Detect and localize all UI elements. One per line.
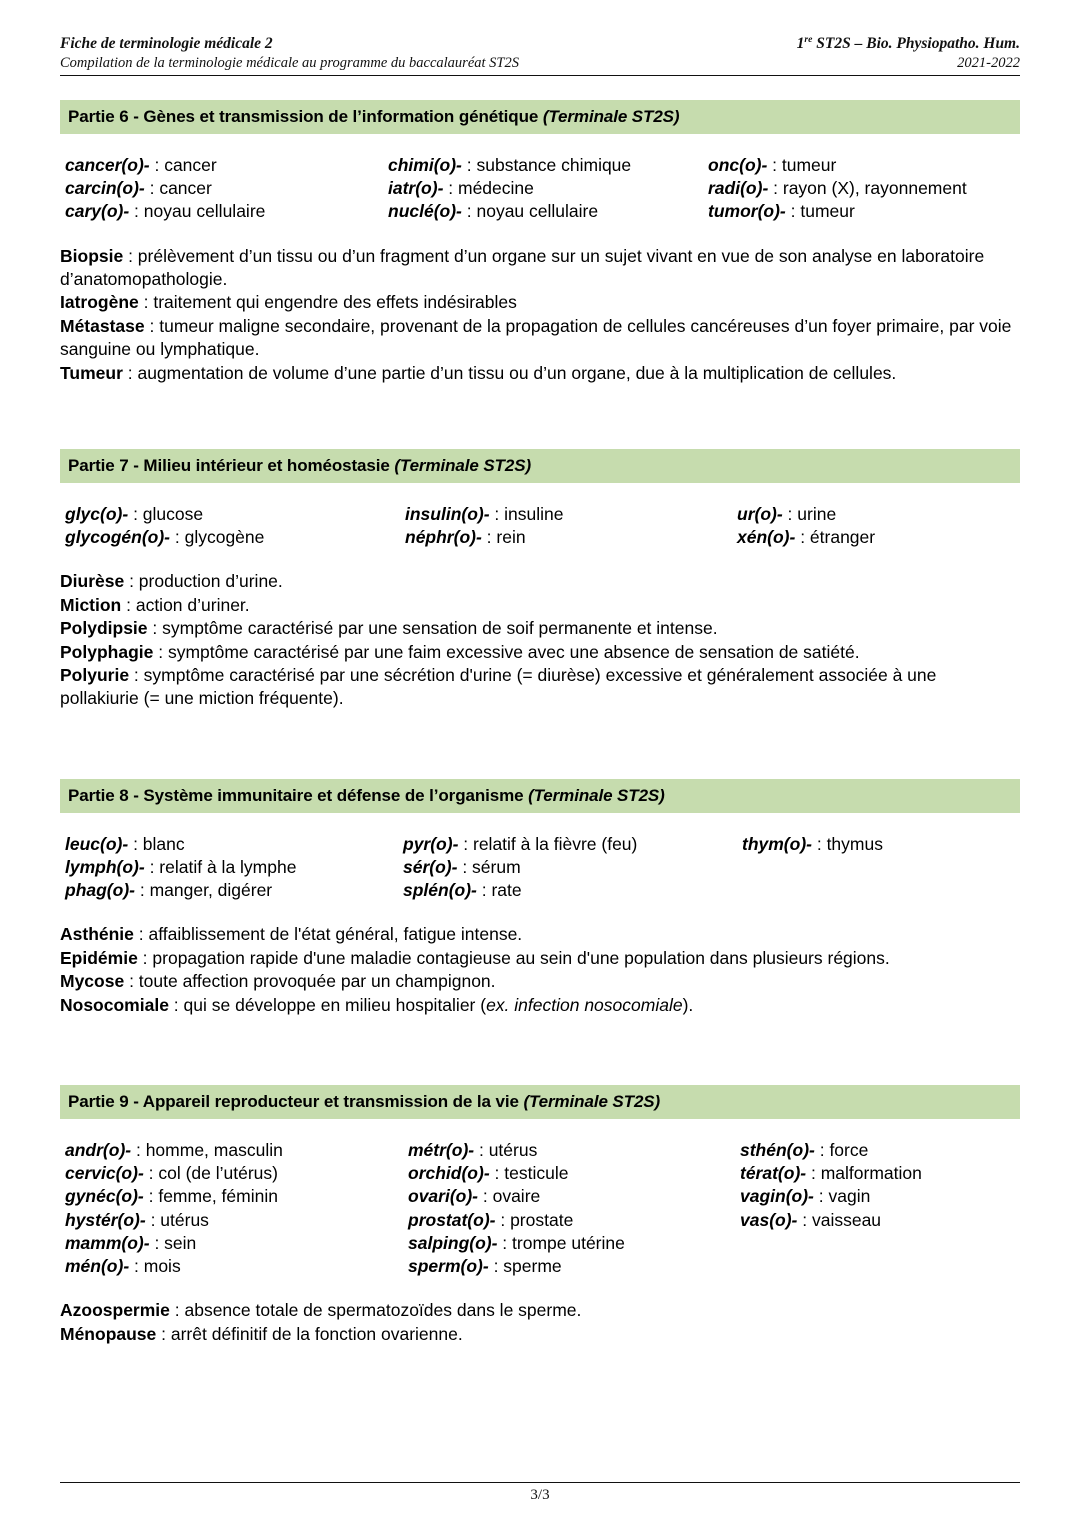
root-meaning: : glucose <box>128 504 204 525</box>
root-meaning: : cancer <box>144 178 212 199</box>
root-meaning: : rate <box>476 880 522 901</box>
root-meaning: : utérus <box>474 1140 538 1161</box>
section-heading-title: Partie 7 - Milieu intérieur et homéostasie <box>68 456 395 476</box>
definition-term: Polyurie <box>60 665 130 686</box>
root-meaning: : relatif à la lymphe <box>144 857 297 878</box>
definition-list-partie-7 <box>60 570 1018 710</box>
root-term: orchid(o)- <box>408 1163 490 1184</box>
definition-item <box>60 291 1018 314</box>
root-term: leuc(o)- <box>65 833 129 854</box>
section-heading-level: (Terminale ST2S) <box>394 456 532 476</box>
root-entry <box>740 1209 922 1232</box>
definition-term: Mycose <box>60 971 125 992</box>
root-meaning: : noyau cellulaire <box>129 201 266 222</box>
root-entry <box>65 526 264 549</box>
root-entry <box>408 1185 625 1208</box>
root-entry <box>408 1209 625 1232</box>
root-term: sperm(o)- <box>408 1256 489 1277</box>
root-meaning: : blanc <box>128 833 185 854</box>
root-term: glycogén(o)- <box>65 527 170 548</box>
definition-text: : symptôme caractérisé par une sensation de soif permanente et intense. <box>147 618 718 639</box>
root-term: splén(o)- <box>403 880 477 901</box>
definition-term: Asthénie <box>60 924 134 945</box>
section-heading-title: Partie 6 - Gènes et transmission de l’information génétique <box>68 107 543 126</box>
root-entry <box>65 1139 283 1162</box>
root-entry <box>405 526 564 549</box>
root-term: vagin(o)- <box>740 1186 814 1207</box>
definition-item <box>60 1299 1018 1322</box>
root-meaning: : noyau cellulaire <box>461 201 599 222</box>
root-term: cary(o)- <box>65 201 130 222</box>
root-term: hystér(o)- <box>65 1209 146 1230</box>
root-term: nuclé(o)- <box>388 201 462 222</box>
definition-example: ex. infection nosocomiale <box>486 994 683 1015</box>
root-list-partie-8 <box>60 833 1020 903</box>
root-meaning: : mois <box>129 1256 181 1277</box>
root-column-1 <box>65 503 264 549</box>
root-list-partie-9 <box>60 1139 1020 1278</box>
root-meaning: : femme, féminin <box>143 1186 278 1207</box>
section-heading-title: Partie 8 - Système immunitaire et défense de l’organisme <box>68 785 529 805</box>
root-meaning: : relatif à la fièvre (feu) <box>458 833 638 854</box>
section-partie-6 <box>60 100 1020 385</box>
root-entry <box>408 1232 625 1255</box>
root-entry <box>65 1185 283 1208</box>
root-meaning: : col (de l’utérus) <box>143 1163 278 1184</box>
definition-text: : action d’uriner. <box>121 594 250 615</box>
definition-item <box>60 617 1018 640</box>
root-meaning: : substance chimique <box>461 155 632 175</box>
definition-term: Ménopause <box>60 1323 157 1344</box>
section-partie-9 <box>60 1085 1020 1346</box>
definition-term: Diurèse <box>60 571 125 592</box>
definition-item <box>60 994 1018 1017</box>
section-heading-level: (Terminale ST2S) <box>528 785 665 805</box>
root-column-1 <box>65 154 265 224</box>
root-meaning: : force <box>814 1140 869 1161</box>
definition-text: : arrêt définitif de la fonction ovarienne. <box>156 1323 463 1344</box>
definition-item <box>60 970 1018 993</box>
root-term: métr(o)- <box>408 1140 475 1161</box>
header-course-prefix: 1 <box>796 35 805 52</box>
section-heading-level: (Terminale ST2S) <box>542 107 680 126</box>
root-entry <box>65 200 265 223</box>
root-meaning: : ovaire <box>478 1186 541 1207</box>
root-meaning: : cancer <box>149 155 217 175</box>
header-subtitle-left: Compilation de la terminologie médicale au programme du baccalauréat ST2S <box>60 54 519 71</box>
root-column-3 <box>708 154 967 224</box>
root-meaning: : prostate <box>495 1209 574 1230</box>
root-entry <box>65 879 296 902</box>
definition-item <box>60 664 1018 711</box>
definition-text: : absence totale de spermatozoïdes dans le sperme. <box>169 1300 582 1321</box>
root-term: pyr(o)- <box>403 833 459 854</box>
definition-term: Métastase <box>60 315 145 336</box>
root-term: ovari(o)- <box>408 1186 478 1207</box>
definition-text: : traitement qui engendre des effets indésirables <box>138 292 517 313</box>
definition-text: : qui se développe en milieu hospitalier ( <box>168 994 487 1015</box>
definition-item <box>60 594 1018 617</box>
definition-text: : toute affection provoquée par un champignon. <box>124 971 496 992</box>
definition-term: Polydipsie <box>60 618 148 639</box>
root-entry <box>408 1162 625 1185</box>
definition-text: : symptôme caractérisé par une sécrétion d'urine (= diurèse) excessive et généralement associée à une pollakiurie (= une miction fréquente). <box>60 665 937 709</box>
definition-list-partie-8 <box>60 923 1018 1017</box>
root-entry <box>740 1185 922 1208</box>
root-meaning: : urine <box>782 504 837 525</box>
header-rule <box>60 75 1020 76</box>
header-title-right <box>797 34 1020 54</box>
sections-container <box>60 100 1020 1346</box>
root-list-partie-6 <box>60 154 1020 224</box>
root-entry <box>403 856 637 879</box>
root-entry <box>737 503 875 526</box>
definition-item <box>60 1323 1018 1346</box>
root-meaning: : homme, masculin <box>131 1140 283 1161</box>
definition-text: : production d’urine. <box>124 571 283 592</box>
root-term: insulin(o)- <box>405 504 490 525</box>
definition-item <box>60 947 1018 970</box>
section-heading-partie-6 <box>60 100 1020 134</box>
definition-text: : augmentation de volume d’une partie d’un tissu ou d’un organe, due à la multiplication de cellules. <box>122 362 897 383</box>
root-list-partie-7 <box>60 503 1020 549</box>
definition-tail: ). <box>682 994 694 1015</box>
definition-term: Tumeur <box>60 362 123 383</box>
root-term: gynéc(o)- <box>65 1186 144 1207</box>
root-term: andr(o)- <box>65 1140 132 1161</box>
definition-text: : tumeur maligne secondaire, provenant de la propagation de cellules cancéreuses d’un foyer primaire, par voie sanguine ou lymphatique. <box>60 315 1012 360</box>
section-heading-level: (Terminale ST2S) <box>523 1092 661 1112</box>
root-term: cervic(o)- <box>65 1163 144 1184</box>
definition-text: : prélèvement d’un tissu ou d’un fragment d’un organe sur un sujet vivant en vue de son analyse en laboratoire d’anatomopathologie. <box>60 245 985 289</box>
definition-text: : propagation rapide d'une maladie contagieuse au sein d'une population dans plusieurs régions. <box>137 947 890 968</box>
root-meaning: : glycogène <box>170 527 265 548</box>
section-partie-8 <box>60 779 1020 1017</box>
root-entry <box>737 526 875 549</box>
root-meaning: : étranger <box>795 527 876 548</box>
root-column-2 <box>405 503 564 549</box>
root-entry <box>408 1255 625 1278</box>
root-entry <box>65 177 265 200</box>
root-meaning: : médecine <box>443 178 534 199</box>
root-term: prostat(o)- <box>408 1209 496 1230</box>
root-entry <box>65 1209 283 1232</box>
root-term: carcin(o)- <box>65 178 145 199</box>
root-term: sér(o)- <box>403 857 458 878</box>
root-term: tumor(o)- <box>708 201 786 222</box>
definition-item <box>60 245 1018 292</box>
root-entry <box>408 1139 625 1162</box>
root-entry <box>708 200 967 223</box>
definition-term: Biopsie <box>60 245 124 266</box>
root-entry <box>405 503 564 526</box>
definition-term: Nosocomiale <box>60 994 169 1015</box>
root-meaning: : sein <box>149 1232 197 1253</box>
root-term: lymph(o)- <box>65 857 145 878</box>
root-entry <box>65 856 296 879</box>
root-entry <box>740 1139 922 1162</box>
header-course-ordinal: re <box>804 33 813 45</box>
definition-item <box>60 923 1018 946</box>
definition-text: : symptôme caractérisé par une faim excessive avec une absence de sensation de satiété. <box>153 641 860 662</box>
root-meaning: : manger, digérer <box>134 880 273 901</box>
root-term: phag(o)- <box>65 880 135 901</box>
root-column-3 <box>737 503 875 549</box>
root-term: iatr(o)- <box>388 178 444 199</box>
root-term: ur(o)- <box>737 504 783 525</box>
root-term: xén(o)- <box>737 527 796 548</box>
definition-term: Epidémie <box>60 947 138 968</box>
root-meaning: : trompe utérine <box>497 1232 625 1253</box>
root-meaning: : tumeur <box>767 155 837 175</box>
definition-list-partie-6 <box>60 245 1018 385</box>
section-heading-partie-8 <box>60 779 1020 813</box>
root-term: salping(o)- <box>408 1232 498 1253</box>
root-term: onc(o)- <box>708 155 768 175</box>
root-meaning: : rayon (X), rayonnement <box>768 178 967 199</box>
root-meaning: : tumeur <box>785 201 855 222</box>
root-entry <box>388 154 631 177</box>
definition-term: Azoospermie <box>60 1300 170 1321</box>
definition-term: Polyphagie <box>60 641 154 662</box>
root-meaning: : utérus <box>145 1209 209 1230</box>
root-term: radi(o)- <box>708 178 769 199</box>
document-header <box>60 0 1020 76</box>
definition-list-partie-9 <box>60 1299 1018 1346</box>
root-meaning: : thymus <box>811 833 883 854</box>
definition-text: : affaiblissement de l'état général, fatigue intense. <box>133 924 523 945</box>
root-entry <box>65 503 264 526</box>
root-term: thym(o)- <box>742 833 812 854</box>
root-entry <box>403 833 637 856</box>
root-entry <box>708 177 967 200</box>
header-course-rest: ST2S – Bio. Physiopatho. Hum. <box>812 35 1020 52</box>
definition-item <box>60 570 1018 593</box>
definition-term: Miction <box>60 594 122 615</box>
root-entry <box>388 177 631 200</box>
root-meaning: : rein <box>481 527 526 548</box>
root-meaning: : testicule <box>489 1163 569 1184</box>
root-column-1 <box>65 833 296 903</box>
section-heading-title: Partie 9 - Appareil reproducteur et transmission de la vie <box>68 1092 524 1112</box>
header-year: 2021-2022 <box>957 54 1020 71</box>
root-entry <box>65 833 296 856</box>
footer-page-number: 3/3 <box>530 1487 550 1503</box>
root-entry <box>65 1255 283 1278</box>
definition-item <box>60 315 1018 362</box>
section-heading-partie-9 <box>60 1085 1020 1119</box>
root-entry <box>65 154 265 177</box>
root-column-3 <box>742 833 883 856</box>
header-title-left: Fiche de terminologie médicale 2 <box>60 35 273 52</box>
root-column-2 <box>408 1139 625 1278</box>
root-entry <box>388 200 631 223</box>
document-footer <box>60 1482 1020 1504</box>
definition-term: Iatrogène <box>60 292 139 313</box>
root-meaning: : malformation <box>806 1163 922 1184</box>
root-entry <box>65 1162 283 1185</box>
root-column-3 <box>740 1139 922 1232</box>
root-entry <box>708 154 967 177</box>
root-term: mamm(o)- <box>65 1232 150 1253</box>
root-term: cancer(o)- <box>65 155 150 175</box>
section-partie-7 <box>60 449 1020 711</box>
root-column-2 <box>403 833 637 903</box>
root-meaning: : vaisseau <box>797 1209 882 1230</box>
root-term: mén(o)- <box>65 1256 130 1277</box>
root-term: sthén(o)- <box>740 1140 815 1161</box>
root-term: vas(o)- <box>740 1209 798 1230</box>
root-meaning: : sérum <box>457 857 521 878</box>
root-column-2 <box>388 154 631 224</box>
root-term: térat(o)- <box>740 1163 807 1184</box>
root-column-1 <box>65 1139 283 1278</box>
root-entry <box>65 1232 283 1255</box>
root-entry <box>740 1162 922 1185</box>
root-entry <box>403 879 637 902</box>
root-term: chimi(o)- <box>388 155 462 175</box>
root-entry <box>742 833 883 856</box>
root-meaning: : insuline <box>489 504 564 525</box>
root-term: glyc(o)- <box>65 504 129 525</box>
root-meaning: : sperme <box>488 1256 562 1277</box>
root-meaning: : vagin <box>813 1186 871 1207</box>
definition-item <box>60 641 1018 664</box>
root-term: néphr(o)- <box>405 527 482 548</box>
definition-item <box>60 362 1018 385</box>
section-heading-partie-7 <box>60 449 1020 483</box>
